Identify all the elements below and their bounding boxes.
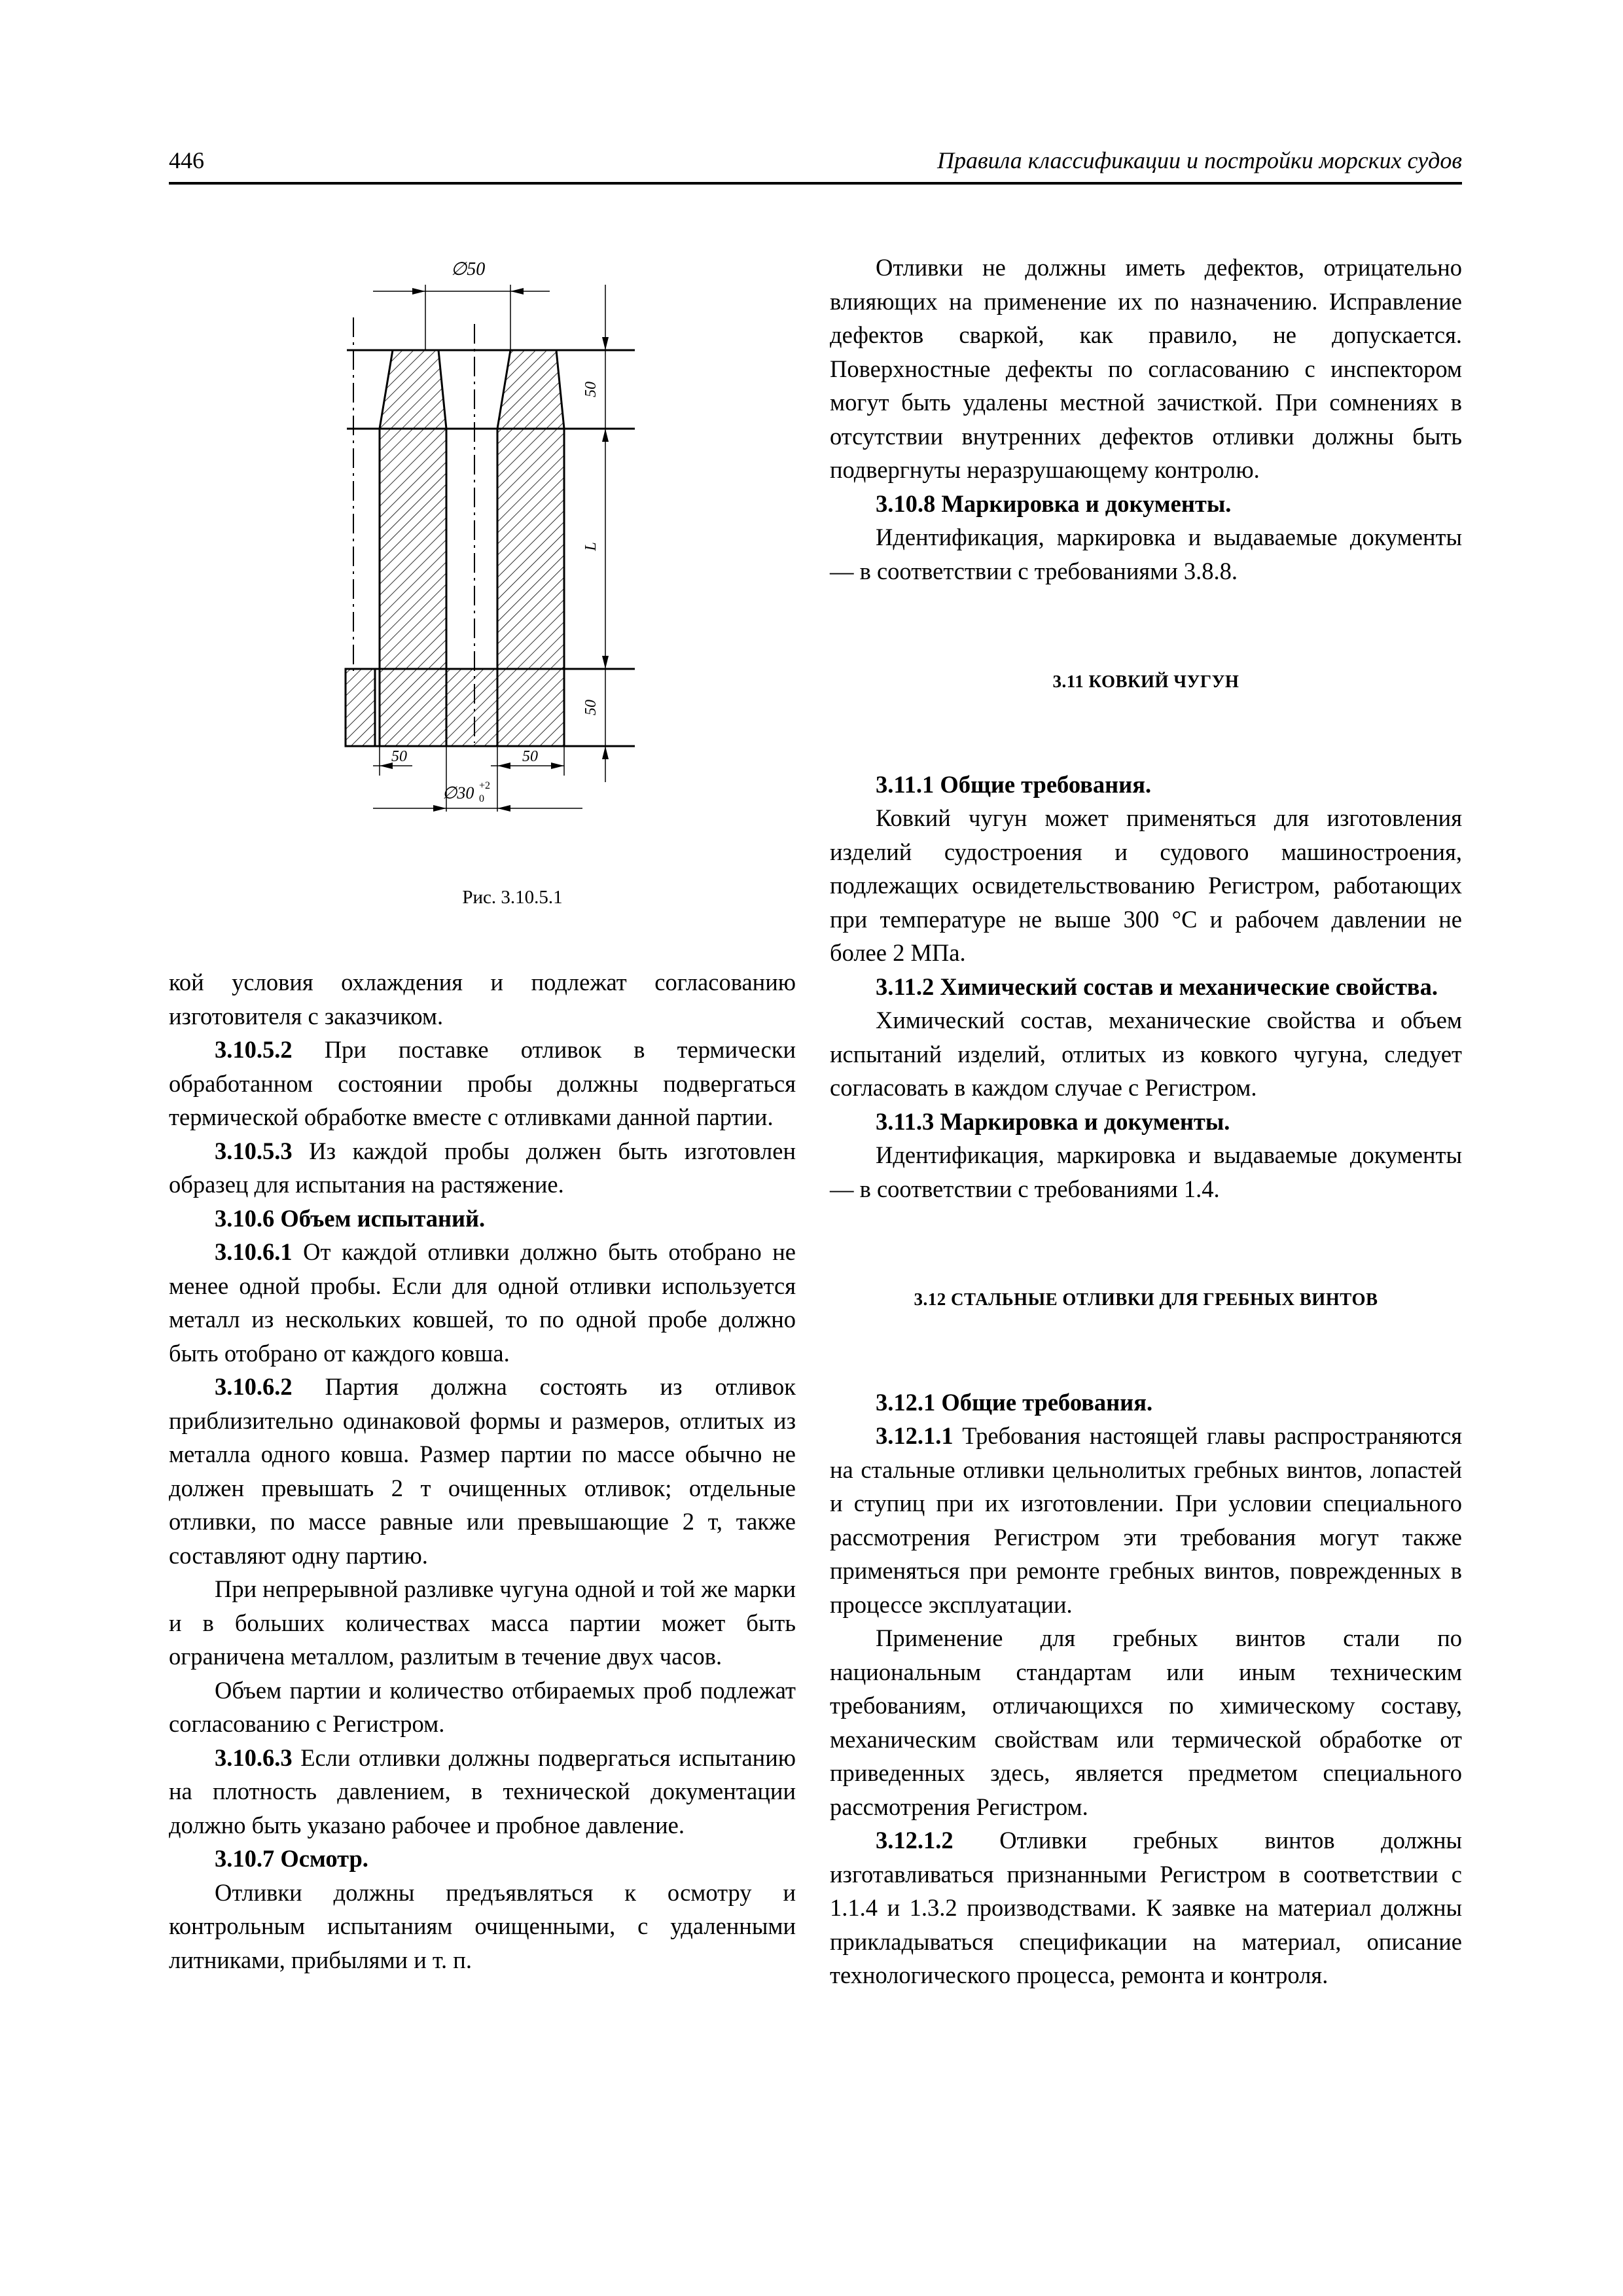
dim-bottom-main-label: ∅30 (442, 783, 474, 802)
dim-bottom-tol-upper: +2 (479, 780, 491, 791)
paragraph: Идентификация, маркировка и выдаваемые документы — в соответствии с требованиями 1.4. (830, 1141, 1462, 1202)
dim-bottom-left-label: 50 (391, 748, 407, 765)
page-number: 446 (169, 147, 204, 173)
clause-number: 3.10.6.1 (215, 1238, 293, 1265)
clause-number: 3.10.6.3 (215, 1744, 293, 1771)
clause-number: 3.12.1.1 (876, 1422, 954, 1449)
subsection-heading: 3.10.7 Осмотр. (215, 1845, 368, 1872)
paragraph: Объем партии и количество отбираемых проб подлежат согласованию с Регистром. (169, 1676, 796, 1737)
subsection-heading: 3.10.8 Маркировка и документы. (876, 490, 1232, 517)
figure-3-10-5-1 (327, 259, 694, 815)
paragraph: 3.12.1.2 Отливки гребных винтов должны изготавливаться признанными Регистром в соответствии с 1.1.4 и 1.3.2 производствами. К заявке на материал должны прикладываться спецификации на материал, описание технологического процесса, ремонта и контроля. (830, 1827, 1463, 1988)
left-column (169, 965, 796, 1977)
clause-number: 3.10.5.3 (215, 1137, 293, 1164)
dim-top-label: ∅50 (450, 259, 486, 279)
paragraph: Применение для гребных винтов стали по национальным стандартам или иным техническим требованиям, отличающихся по химическому составу, механическим свойствам или термической обработке от приведенных здесь, является предметом специального рассмотрения Регистром. (830, 1624, 1462, 1820)
dim-right-top-label: 50 (582, 382, 599, 397)
dim-bottom-right-label: 50 (522, 748, 538, 765)
paragraph: Химический состав, механические свойства и объем испытаний изделий, отлитых из ковкого чугуна, следует согласовать в каждом случае с Регистром. (830, 1007, 1462, 1101)
clause-number: 3.12.1.2 (876, 1827, 954, 1854)
subsection-heading: 3.11.2 Химический состав и механические свойства. (876, 973, 1438, 1000)
paragraph: Отливки не должны иметь дефектов, отрицательно влияющих на применение их по назначению. Исправление дефектов сваркой, как правило, не допускается. Поверхностные дефекты по согласованию с инспектором могут быть удалены местной зачисткой. При сомнениях в отсутствии внутренних дефектов отливки должны быть подвергнуты неразрушающему контролю. (830, 254, 1462, 483)
subsection-heading: 3.12.1 Общие требования. (876, 1388, 1153, 1416)
paragraph: 3.10.6.1 От каждой отливки должно быть отобрано не менее одной пробы. Если для одной отливки используется металл из нескольких ковшей, то по одной пробе должно быть отобрано от каждого ковша. (169, 1238, 796, 1367)
dim-right-bottom-label: 50 (582, 700, 599, 715)
paragraph: 3.10.6.3 Если отливки должны подвергаться испытанию на плотность давлением, в технической документации должно быть указано рабочее и пробное давление. (169, 1744, 796, 1839)
subsection-heading: 3.11.3 Маркировка и документы. (876, 1107, 1230, 1135)
paragraph: 3.10.5.3 Из каждой пробы должен быть изготовлен образец для испытания на растяжение. (169, 1137, 796, 1198)
figure-drawing (327, 259, 694, 815)
section-title-3-12: 3.12 СТАЛЬНЫЕ ОТЛИВКИ ДЛЯ ГРЕБНЫХ ВИНТОВ (914, 1289, 1378, 1309)
paragraph: Ковкий чугун может применяться для изготовления изделий судостроения и судового машиностроения, подлежащих освидетельствованию Регистром, работающих при температуре не выше 300 °С и рабочем давлении не более 2 МПа. (830, 804, 1462, 966)
running-title: Правила классификации и постройки морских судов (937, 147, 1462, 173)
clause-number: 3.10.6.2 (215, 1373, 293, 1400)
section-title-3-11: 3.11 КОВКИЙ ЧУГУН (1052, 672, 1240, 691)
paragraph: кой условия охлаждения и подлежат согласованию изготовителя с заказчиком. (169, 969, 796, 1030)
dim-bottom-tol-lower: 0 (479, 793, 484, 804)
clause-number: 3.10.5.2 (215, 1036, 293, 1063)
dim-right-mid-label: L (582, 542, 599, 551)
paragraph: 3.12.1.1 Требования настоящей главы распространяются на стальные отливки цельнолитых гребных винтов, лопастей и ступиц при их изготовлении. При условии специального рассмотрения Регистром эти требования могут также применяться при ремонте гребных винтов, поврежденных в процессе эксплуатации. (830, 1422, 1462, 1618)
page-header (169, 145, 1462, 185)
subsection-heading: 3.11.1 Общие требования. (876, 770, 1152, 798)
figure-caption: Рис. 3.10.5.1 (462, 887, 563, 908)
paragraph: Отливки должны предъявляться к осмотру и контрольным испытаниям очищенными, с удаленными литниками, прибылями и т. п. (169, 1878, 796, 1973)
paragraph: При непрерывной разливке чугуна одной и той же марки и в больших количествах масса партии может быть ограничена металлом, разлитым в течение двух часов. (169, 1575, 796, 1670)
paragraph: 3.10.6.2 Партия должна состоять из отливок приблизительно одинаковой формы и размеров, отлитых из металла одного ковша. Размер партии по массе обычно не должен превышать 2 т очищенных отливок; отдельные отливки, по массе равные или превышающие 2 т, также составляют одну партию. (169, 1373, 796, 1569)
subsection-heading: 3.10.6 Объем испытаний. (215, 1204, 486, 1232)
paragraph: 3.10.5.2 При поставке отливок в термически обработанном состоянии пробы должны подвергаться термической обработке вместе с отливками данной партии. (169, 1036, 796, 1130)
right-column (830, 251, 1462, 1992)
paragraph: Идентификация, маркировка и выдаваемые документы — в соответствии с требованиями 3.8.8. (830, 524, 1462, 584)
